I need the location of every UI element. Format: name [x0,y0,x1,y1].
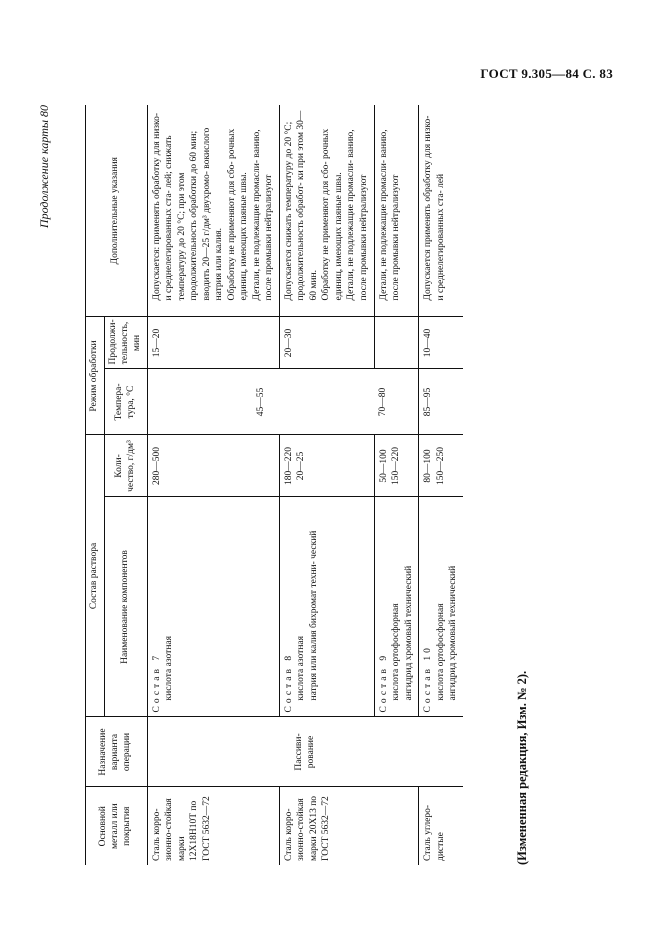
notes-cell [374,105,419,317]
temperature-cell: 85—95 [419,369,463,435]
note-paragraph: Детали, не подлежащие промасли- ванию, после промывки нейтрализуют [251,129,275,301]
composition-title: Состав 7 [151,652,162,713]
component-item: кислота ортофосфорная [391,603,402,701]
composition-cell [279,497,374,717]
temperature-cell: 70—80 [374,369,419,435]
duration-cell [374,317,419,369]
note-paragraph: Допускается: применять обработку для низко- и среднелегированных ста- лей; снижать температуру до 20 °С; при этом продолжительность обработки до 60 мин; вводить 20—25 г/дм³ двухромо- вокислого натрия или калия. [151,112,225,301]
quantity-cell [374,435,419,497]
quantity-cell [419,435,463,497]
notes-cell [147,105,279,317]
processing-table [85,105,463,865]
note-paragraph: Детали, не подлежащие промасли- ванию, после промывки нейтрализуют [378,129,402,301]
note-paragraph: Обработку не применяют для сбо- рочных единиц, имеющих паяные швы. [226,128,250,301]
component-item: кислота ортофосфорная [435,603,446,701]
metal-cell: Сталь углеро- дистые [419,787,463,865]
composition-title: Состав 10 [423,645,434,713]
header-purpose: Назначение варианта операции [86,717,148,787]
header-component-name: Наименование компонентов [104,497,147,717]
note-paragraph: Допускается снижать температуру до 20 °С; продолжительность обработ- ки при этом 30—60 мин. [283,110,319,301]
quantity-cell [279,435,374,497]
header-metal: Основной металл или покрытия [86,787,148,865]
note-paragraph: Обработку не применяют для сбо- рочных единиц, имеющих паяные швы. [321,128,344,301]
change-note: (Измененная редакция, Изм. № 2). [515,670,529,865]
header-duration: Продолжи- тельность, мин [104,317,147,369]
header-composition: Состав раствора [86,435,105,717]
rotated-table-area [37,105,605,865]
quantity-value: 180—220 [283,447,294,485]
component-item: натрия или калия бихромат техни- ческий [308,530,319,701]
composition-title: Состав 9 [378,652,389,713]
composition-cell [419,497,463,717]
purpose-cell: Пассиви- рование [147,717,463,787]
quantity-value: 280—500 [151,447,162,485]
quantity-value: 80—100 [423,449,434,483]
quantity-cell [147,435,279,497]
composition-title: Состав 8 [283,652,294,713]
composition-cell [374,497,419,717]
continuation-label: Продолжение карты 80 [37,105,51,229]
header-temperature: Темпера- тура, °С [104,369,147,435]
page-header: ГОСТ 9.305—84 С. 83 [480,66,613,81]
duration-cell: 15—20 [147,317,279,369]
note-paragraph: Допускается применять обработку для низко- и среднелегированных ста- лей [423,115,446,301]
quantity-value: 150—250 [435,447,446,485]
composition-cell [147,497,279,717]
duration-cell: 20—30 [279,317,374,369]
header-quantity: Коли- чество, г/дм³ [104,435,147,497]
note-paragraph: Детали, не подлежащие промасли- ванию, после промывки нейтрализуют [346,129,369,301]
component-item: кислота азотная [296,635,307,701]
notes-cell [419,105,463,317]
table-row [147,105,279,865]
component-item: ангидрид хромовый технический [403,565,414,701]
header-mode: Режим обработки [86,317,105,435]
metal-cell: Сталь корро- зионно-стойкая марки 12Х18Н10Т по ГОСТ 5632—72 [151,796,212,861]
quantity-value: 150—220 [391,447,402,485]
component-item: кислота азотная [164,635,175,701]
header-notes: Дополнительные указания [86,105,148,317]
temperature-cell: 45—55 [147,369,374,435]
notes-cell [279,105,374,317]
quantity-value: 50—100 [378,449,389,483]
metal-cell: Сталь корро- зионно-стойкая марки 20Х13 по ГОСТ 5632—72 [279,787,418,865]
quantity-value: 20—25 [296,451,307,481]
component-item: ангидрид хромовый технический [448,565,459,701]
duration-cell: 10—40 [419,317,463,369]
